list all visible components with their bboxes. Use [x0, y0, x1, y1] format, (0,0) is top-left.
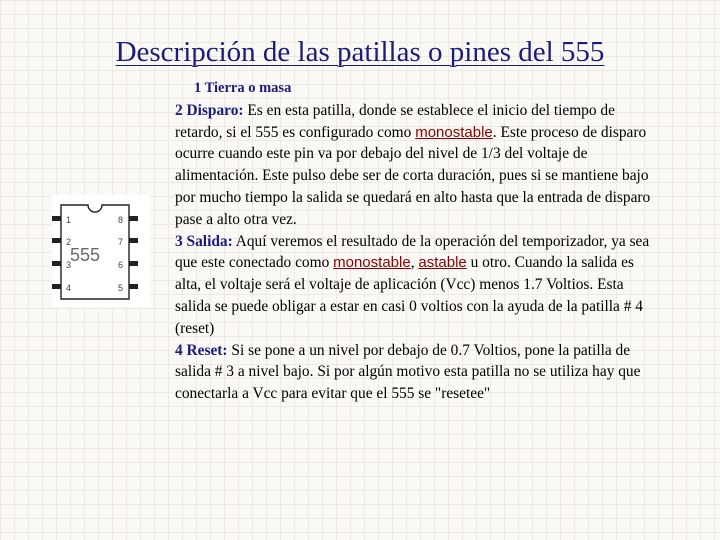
astable-link[interactable]: astable [418, 254, 467, 272]
pin2-label: 2 Disparo: [175, 101, 244, 119]
pin-label-1: 1 [66, 215, 72, 225]
pin-8-leg [129, 216, 138, 221]
pin-7-leg [129, 238, 138, 243]
pin2-text-a: Es en esta patilla, donde se establece el inicio del tiempo de retardo, si el 555 es configurado como [175, 101, 615, 141]
pin4-paragraph [175, 340, 653, 405]
pin-4-leg [52, 284, 61, 289]
chip-label: 555 [70, 245, 101, 265]
pin-label-6: 6 [118, 260, 124, 270]
pin-3-leg [52, 261, 61, 266]
pin-label-2: 2 [66, 237, 72, 247]
slide-title: Descripción de las patillas o pines del 555 [115, 36, 605, 68]
pin-label-3: 3 [66, 260, 72, 270]
pin4-text: Si se pone a un nivel por debajo de 0.7 Voltios, pone la patilla de salida # 3 a nivel bajo. Si por algún motivo esta patilla no se utiliza hay que conectarla a Vcc para evitar que el 555 se "resetee" [175, 341, 641, 403]
pin3-text-c: u otro. Cuando la salida es alta, el voltaje será el voltaje de aplicación (Vcc) menos 1.7 Voltios. Esta salida se puede obligar a estar en casi 0 voltios con la ayuda de la patilla # 4 (reset) [175, 254, 643, 337]
pin2-text-b: . Este proceso de disparo ocurre cuando este pin va por debajo del nivel de 1/3 del voltaje de alimentación. Este pulso debe ser de corta duración, pues si se mantiene bajo por mucho tiempo la salida se quedará en alto hasta que la entrada de disparo pase a alto otra vez. [175, 123, 651, 228]
pin-label-7: 7 [118, 237, 124, 247]
monostable-link-2[interactable]: monostable [333, 254, 411, 272]
pin-1-leg [52, 216, 61, 221]
pin-label-5: 5 [118, 283, 124, 293]
pin-label-4: 4 [66, 283, 72, 293]
pin3-text-b: , [410, 254, 419, 272]
pin-descriptions [175, 78, 653, 405]
pin3-label: 3 Salida: [175, 232, 233, 250]
pin3-text-a: Aquí veremos el resultado de la operación del temporizador, ya sea que este conectado como [175, 232, 650, 272]
pin-2-leg [52, 238, 61, 243]
ic-555-icon [52, 195, 150, 307]
monostable-link[interactable]: monostable [415, 123, 493, 141]
pin3-paragraph [175, 231, 653, 340]
pin-label-8: 8 [118, 215, 124, 225]
pin4-label: 4 Reset: [175, 341, 228, 359]
chip-diagram [52, 195, 150, 307]
pin2-paragraph [175, 100, 653, 231]
pin-6-leg [129, 261, 138, 266]
pin1-heading: 1 Tierra o masa [194, 80, 292, 96]
pin-5-leg [129, 284, 138, 289]
